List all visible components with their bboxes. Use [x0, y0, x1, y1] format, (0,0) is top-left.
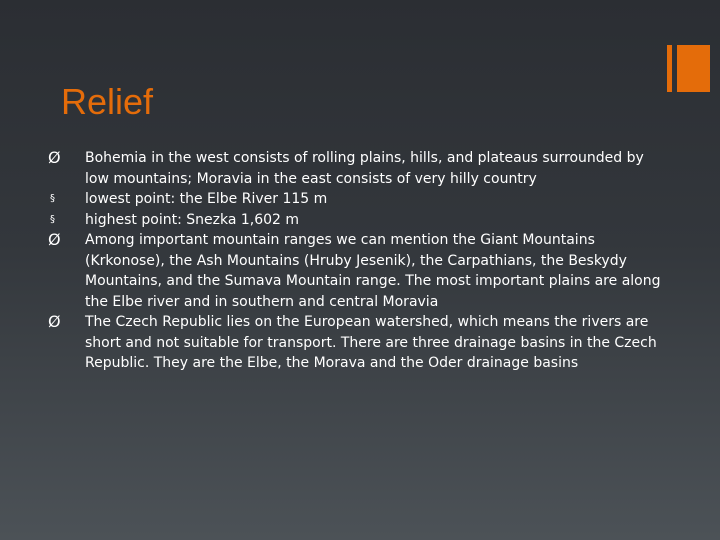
bullet-text: lowest point: the Elbe River 115 m [85, 191, 328, 207]
bullet-list [48, 148, 663, 374]
bullet-item [48, 148, 663, 189]
bullet-item [48, 189, 663, 210]
bullet-item [48, 230, 663, 312]
bullet-item [48, 312, 663, 374]
bullet-text: Bohemia in the west consists of rolling plains, hills, and plateaus surrounded by low mountains; Moravia in the east consists of very hilly country [85, 150, 644, 187]
arrow-bullet-icon: Ø [48, 312, 61, 331]
accent-bar-thin [667, 45, 672, 92]
square-bullet-icon: § [50, 193, 55, 204]
arrow-bullet-icon: Ø [48, 148, 61, 167]
bullet-text: highest point: Snezka 1,602 m [85, 211, 300, 228]
square-bullet-icon: § [50, 213, 55, 225]
arrow-bullet-icon: Ø [48, 230, 61, 249]
bullet-text: The Czech Republic lies on the European watershed, which means the rivers are short and not suitable for transport. There are three drainage basins in the Czech Republic. They are the Elbe, the Morava and the Oder drainage basins [85, 314, 657, 371]
slide-title: Relief [61, 81, 154, 122]
bullet-text: Among important mountain ranges we can mention the Giant Mountains (Krkonose), the Ash Mountains (Hruby Jesenik), the Carpathians, the Beskydy Mountains, and the Sumava Mountain range. The most important plains are along the Elbe river and in southern and central Moravia [85, 232, 661, 310]
bullet-item [48, 210, 663, 231]
accent-bar-thick [677, 45, 710, 92]
